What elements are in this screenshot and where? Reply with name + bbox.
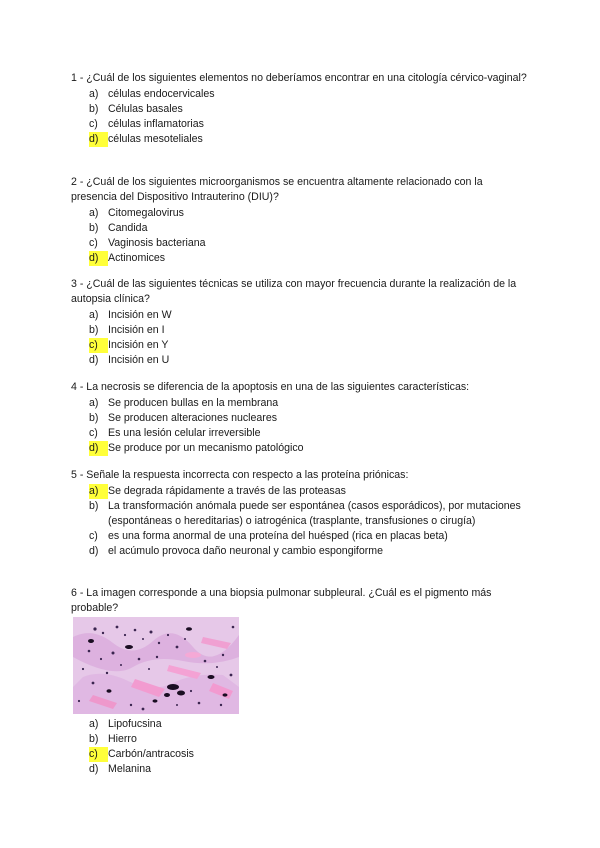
question-2: [71, 175, 531, 266]
histology-drawing: [73, 617, 239, 714]
option-letter: a): [89, 309, 99, 321]
option-text: Es una lesión celular irreversible: [108, 427, 261, 439]
option-text: células mesoteliales: [108, 133, 203, 145]
option-c-marked-answer[interactable]: [71, 747, 531, 762]
option-letter: a): [89, 88, 99, 100]
option-list: [71, 308, 531, 368]
option-letter-highlighted: d): [89, 441, 108, 456]
option-letter: a): [89, 718, 99, 730]
option-text: Se producen bullas en la membrana: [108, 397, 279, 409]
option-letter: a): [89, 397, 99, 409]
option-a[interactable]: [71, 396, 531, 411]
option-list: [71, 717, 531, 777]
option-letter: a): [89, 207, 99, 219]
question-5: [71, 468, 531, 559]
option-text: Células basales: [108, 103, 183, 115]
option-c[interactable]: [71, 117, 531, 132]
option-d[interactable]: [71, 762, 531, 777]
option-text: Melanina: [108, 763, 151, 775]
option-d-marked-answer[interactable]: [71, 251, 531, 266]
option-c[interactable]: [71, 426, 531, 441]
option-letter-highlighted: a): [89, 484, 108, 499]
question-6: [71, 586, 531, 777]
option-letter-highlighted: c): [89, 338, 108, 353]
option-d[interactable]: [71, 353, 531, 368]
option-letter: b): [89, 500, 99, 512]
option-c[interactable]: [71, 529, 531, 544]
option-text: células endocervicales: [108, 88, 215, 100]
option-text: es una forma anormal de una proteína del huésped (rica en placas beta): [108, 530, 448, 542]
option-letter: b): [89, 222, 99, 234]
option-text: Hierro: [108, 733, 137, 745]
option-b[interactable]: [71, 499, 531, 529]
option-text: Se produce por un mecanismo patológico: [108, 442, 304, 454]
option-text: La transformación anómala puede ser espontánea (casos esporádicos), por mutaciones (espontáneas o hereditarias) o iatrogénica (trasplante, transfusiones o cirugía): [108, 500, 521, 527]
option-text: Candida: [108, 222, 148, 234]
option-a[interactable]: [71, 206, 531, 221]
option-letter-highlighted: c): [89, 747, 108, 762]
option-a[interactable]: [71, 717, 531, 732]
option-d-marked-answer[interactable]: [71, 441, 531, 456]
lung-biopsy-histology-image: [73, 617, 239, 714]
option-c-marked-answer[interactable]: [71, 338, 531, 353]
option-letter: b): [89, 324, 99, 336]
question-stem: 1 - ¿Cuál de los siguientes elementos no deberíamos encontrar en una citología cérvico-vaginal?: [71, 72, 527, 84]
option-letter: c): [89, 118, 98, 130]
option-letter: b): [89, 733, 99, 745]
question-3: [71, 277, 531, 368]
option-d-marked-answer[interactable]: [71, 132, 531, 147]
option-b[interactable]: [71, 323, 531, 338]
option-text: Incisión en I: [108, 324, 165, 336]
question-stem: 4 - La necrosis se diferencia de la apoptosis en una de las siguientes características:: [71, 381, 470, 393]
option-letter: b): [89, 103, 99, 115]
question-stem: 6 - La imagen corresponde a una biopsia pulmonar subpleural. ¿Cuál es el pigmento más probable?: [71, 587, 492, 614]
option-text: Se degrada rápidamente a través de las proteasas: [108, 485, 346, 497]
option-d[interactable]: [71, 544, 531, 559]
option-b[interactable]: [71, 102, 531, 117]
option-list: [71, 396, 531, 456]
option-letter: c): [89, 530, 98, 542]
option-text: Lipofucsina: [108, 718, 162, 730]
option-a-marked-answer[interactable]: [71, 484, 531, 499]
option-text: Se producen alteraciones nucleares: [108, 412, 278, 424]
option-text: Actinomices: [108, 252, 166, 264]
question-4: [71, 380, 531, 456]
option-letter-highlighted: d): [89, 132, 108, 147]
option-text: Citomegalovirus: [108, 207, 184, 219]
option-list: [71, 484, 531, 559]
question-stem: 5 - Señale la respuesta incorrecta con respecto a las proteína priónicas:: [71, 469, 409, 481]
question-stem: 2 - ¿Cuál de los siguientes microorganismos se encuentra altamente relacionado con la presencia del Dispositivo Intrauterino (DIU)?: [71, 176, 483, 203]
option-text: Incisión en W: [108, 309, 172, 321]
option-c[interactable]: [71, 236, 531, 251]
option-letter: d): [89, 354, 99, 366]
option-text: células inflamatorias: [108, 118, 204, 130]
option-a[interactable]: [71, 308, 531, 323]
option-list: [71, 206, 531, 266]
option-letter: c): [89, 237, 98, 249]
option-text: Incisión en Y: [108, 339, 169, 351]
option-b[interactable]: [71, 221, 531, 236]
option-text: Carbón/antracosis: [108, 748, 194, 760]
option-text: Incisión en U: [108, 354, 170, 366]
option-a[interactable]: [71, 87, 531, 102]
option-b[interactable]: [71, 411, 531, 426]
option-list: [71, 87, 531, 147]
option-letter-highlighted: d): [89, 251, 108, 266]
question-1: [71, 71, 531, 147]
option-letter: c): [89, 427, 98, 439]
option-letter: d): [89, 545, 99, 557]
option-text: Vaginosis bacteriana: [108, 237, 206, 249]
option-letter: b): [89, 412, 99, 424]
option-b[interactable]: [71, 732, 531, 747]
option-letter: d): [89, 763, 99, 775]
option-text: el acúmulo provoca daño neuronal y cambio espongiforme: [108, 545, 384, 557]
question-stem: 3 - ¿Cuál de las siguientes técnicas se utiliza con mayor frecuencia durante la realización de la autopsia clínica?: [71, 278, 517, 305]
